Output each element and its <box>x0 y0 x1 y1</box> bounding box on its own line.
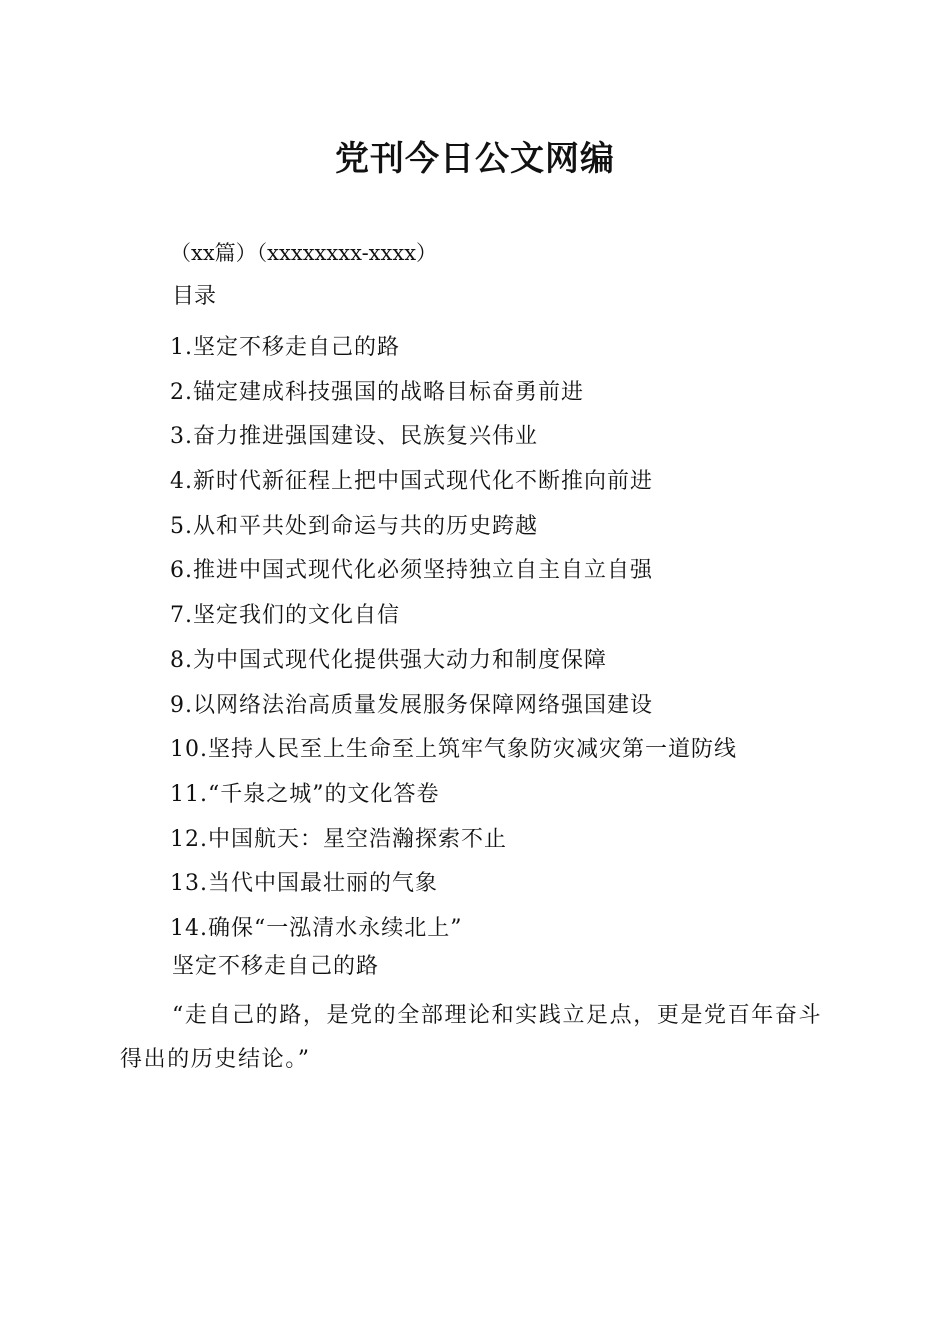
section-heading: 坚定不移走自己的路 <box>172 954 380 979</box>
toc-heading: 目录 <box>172 284 217 309</box>
toc-item: 1.坚定不移走自己的路 <box>170 335 400 360</box>
body-paragraph: “走自己的路，是党的全部理论和实践立足点，更是党百年奋斗得出的历史结论。” <box>120 1003 823 1072</box>
toc-item: 2.锚定建成科技强国的战略目标奋勇前进 <box>170 379 584 405</box>
toc-item: 8.为中国式现代化提供强大动力和制度保障 <box>170 647 607 673</box>
toc-item: 4.新时代新征程上把中国式现代化不断推向前进 <box>170 469 653 495</box>
table-of-contents <box>170 326 737 952</box>
document-title: 党刊今日公文网编 <box>335 139 615 179</box>
toc-item: 5.从和平共处到命运与共的历史跨越 <box>170 513 538 539</box>
toc-item: 7.坚定我们的文化自信 <box>170 603 400 629</box>
toc-item: 11.“千泉之城”的文化答卷 <box>170 781 440 807</box>
document-meta: （xx篇）（xxxxxxxx-xxxx） <box>170 241 438 265</box>
toc-item: 14.确保“一泓清水永续北上” <box>170 915 463 941</box>
toc-item: 12.中国航天：星空浩瀚探索不止 <box>170 826 507 852</box>
toc-item: 9.以网络法治高质量发展服务保障网络强国建设 <box>170 692 653 718</box>
toc-item: 10.坚持人民至上生命至上筑牢气象防灾减灾第一道防线 <box>170 737 737 763</box>
toc-item: 13.当代中国最壮丽的气象 <box>170 871 438 897</box>
toc-item: 6.推进中国式现代化必须坚持独立自主自立自强 <box>170 558 653 584</box>
toc-item: 3.奋力推进强国建设、民族复兴伟业 <box>170 424 538 450</box>
